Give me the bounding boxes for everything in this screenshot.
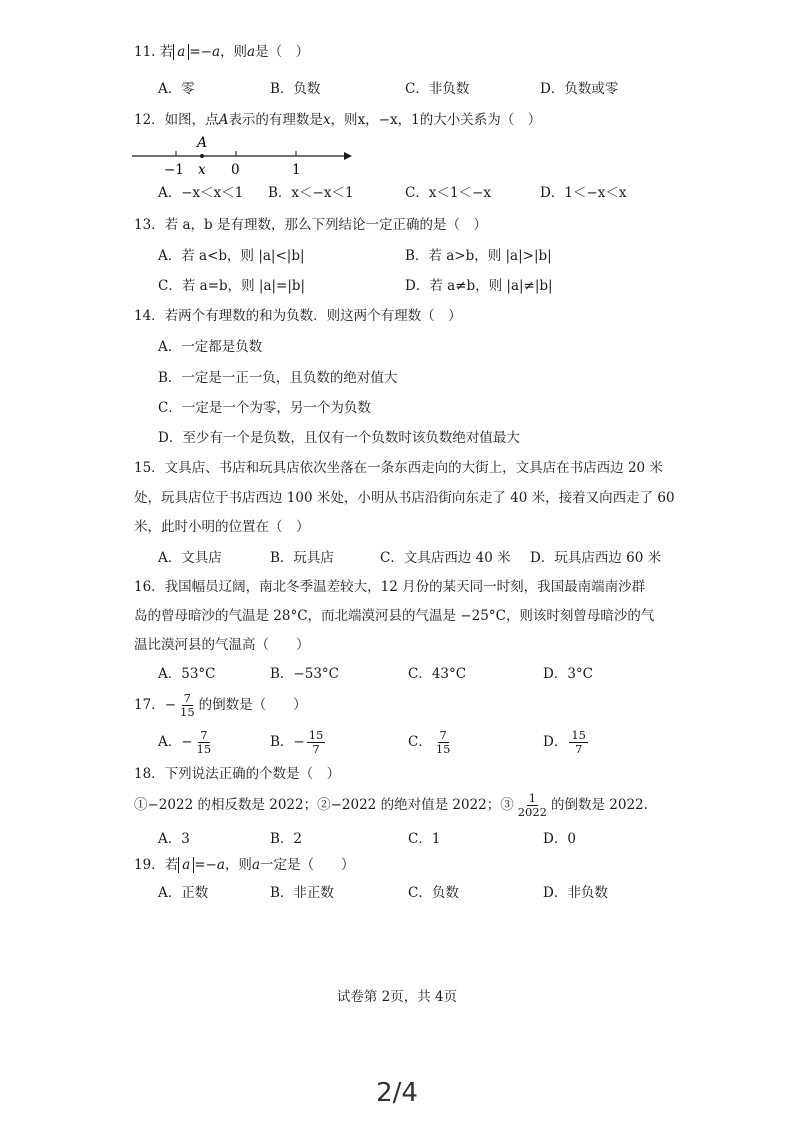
- q18-option-d: D．0: [543, 831, 576, 847]
- q11-stem: 11. 若 a =−a，则a是（ ）: [134, 44, 310, 60]
- q16-option-a: A．53°C: [158, 666, 216, 682]
- q15-stem-line2: 处，玩具店位于书店西边 100 米处，小明从书店沿街向东走了 40 米，接着又向西走了 60: [134, 490, 675, 506]
- q18-fraction: $\frac{1}{2022}$: [517, 791, 547, 819]
- q16-stem-line1: 16．我国幅员辽阔，南北冬季温差较大，12 月份的某天同一时刻，我国最南端南沙群: [134, 579, 646, 595]
- q14-stem: 14．若两个有理数的和为负数．则这两个有理数（ ）: [134, 308, 462, 324]
- number-line-figure: [130, 133, 360, 179]
- q17-option-d: D． $\frac{15}{7}$: [543, 728, 586, 756]
- q12-option-b: B．x＜−x＜1: [268, 185, 354, 201]
- q13-option-a: A．若 a<b，则 |a|<|b|: [158, 248, 305, 264]
- q19-option-a: A．正数: [158, 885, 209, 901]
- q13-stem: 13．若 a，b 是有理数，那么下列结论一定正确的是（ ）: [134, 217, 487, 233]
- q14-option-d: D．至少有一个是负数，且仅有一个负数时该负数绝对值最大: [158, 430, 520, 446]
- arrow-right-icon: [344, 152, 352, 160]
- q17-option-a: A．− $\frac{7}{15}$: [158, 728, 212, 756]
- q18-option-b: B．2: [270, 831, 303, 847]
- page-footer: 试卷第 2页，共 4页: [336, 989, 458, 1005]
- q19-stem: 19．若 a =−a，则a一定是（ ）: [134, 857, 355, 873]
- q16-option-c: C．43°C: [408, 666, 467, 682]
- tick-label-neg1: −1: [164, 162, 184, 178]
- q11-option-a: A．零: [158, 81, 195, 97]
- q13-option-b: B．若 a>b，则 |a|>|b|: [405, 248, 552, 264]
- q12-option-d: D．1＜−x＜x: [540, 185, 627, 201]
- point-a-dot: [200, 154, 204, 158]
- q12-option-a: A．−x＜x＜1: [158, 185, 244, 201]
- q16-stem-line2: 岛的曾母暗沙的气温是 28°C，而北端漠河县的气温是 −25°C，则该时刻曾母暗沙的气: [134, 608, 655, 624]
- q19-option-d: D．非负数: [543, 885, 608, 901]
- q14-option-b: B．一定是一正一负，且负数的绝对值大: [158, 370, 398, 386]
- q12-option-c: C．x＜1＜−x: [405, 185, 491, 201]
- q11-option-b: B．负数: [270, 81, 321, 97]
- q16-option-b: B．−53°C: [270, 666, 339, 682]
- q17-fraction: $\frac{7}{15}$: [180, 691, 195, 719]
- q15-stem-line3: 米，此时小明的位置在（ ）: [134, 519, 310, 535]
- tick-label-x: x: [198, 162, 206, 178]
- q12-stem: 12．如图，点A表示的有理数是x，则x，−x，1的大小关系为（ ）: [134, 112, 542, 128]
- tick-label-1: 1: [292, 162, 301, 178]
- q15-option-d: D．玩具店西边 60 米: [530, 550, 662, 566]
- q17-option-c: C． $\frac{7}{15}$: [408, 728, 451, 756]
- q16-stem-line3: 温比漠河县的气温高（ ）: [134, 637, 310, 653]
- q14-option-c: C．一定是一个为零，另一个为负数: [158, 400, 371, 416]
- q19-option-c: C．负数: [408, 885, 459, 901]
- q19-option-b: B．非正数: [270, 885, 334, 901]
- q17-option-b: B．− $\frac{15}{7}$: [270, 728, 324, 756]
- q18-statements: ①−2022 的相反数是 2022；②−2022 的绝对值是 2022；③ $\frac{1}{2022}$ 的倒数是 2022.: [134, 791, 648, 819]
- q15-option-c: C．文具店西边 40 米: [380, 550, 511, 566]
- q11-option-d: D．负数或零: [540, 81, 619, 97]
- q13-option-c: C．若 a=b，则 |a|=|b|: [158, 278, 306, 294]
- page-indicator: 2/4: [376, 1078, 418, 1108]
- q17-stem: 17．− $\frac{7}{15}$ 的倒数是（ ）: [134, 691, 307, 719]
- q15-option-a: A．文具店: [158, 550, 222, 566]
- q13-option-d: D．若 a≠b，则 |a|≠|b|: [405, 278, 553, 294]
- q15-option-b: B．玩具店: [270, 550, 334, 566]
- point-a-label: A: [197, 135, 208, 151]
- q18-stem: 18．下列说法正确的个数是（ ）: [134, 766, 341, 782]
- tick-label-0: 0: [231, 162, 240, 178]
- q18-option-a: A．3: [158, 831, 190, 847]
- q11-option-c: C．非负数: [405, 81, 470, 97]
- q18-option-c: C．1: [408, 831, 441, 847]
- q14-option-a: A．一定都是负数: [158, 339, 263, 355]
- q16-option-d: D．3°C: [543, 666, 593, 682]
- q15-stem-line1: 15．文具店、书店和玩具店依次坐落在一条东西走向的大街上，文具店在书店西边 20 米: [134, 460, 663, 476]
